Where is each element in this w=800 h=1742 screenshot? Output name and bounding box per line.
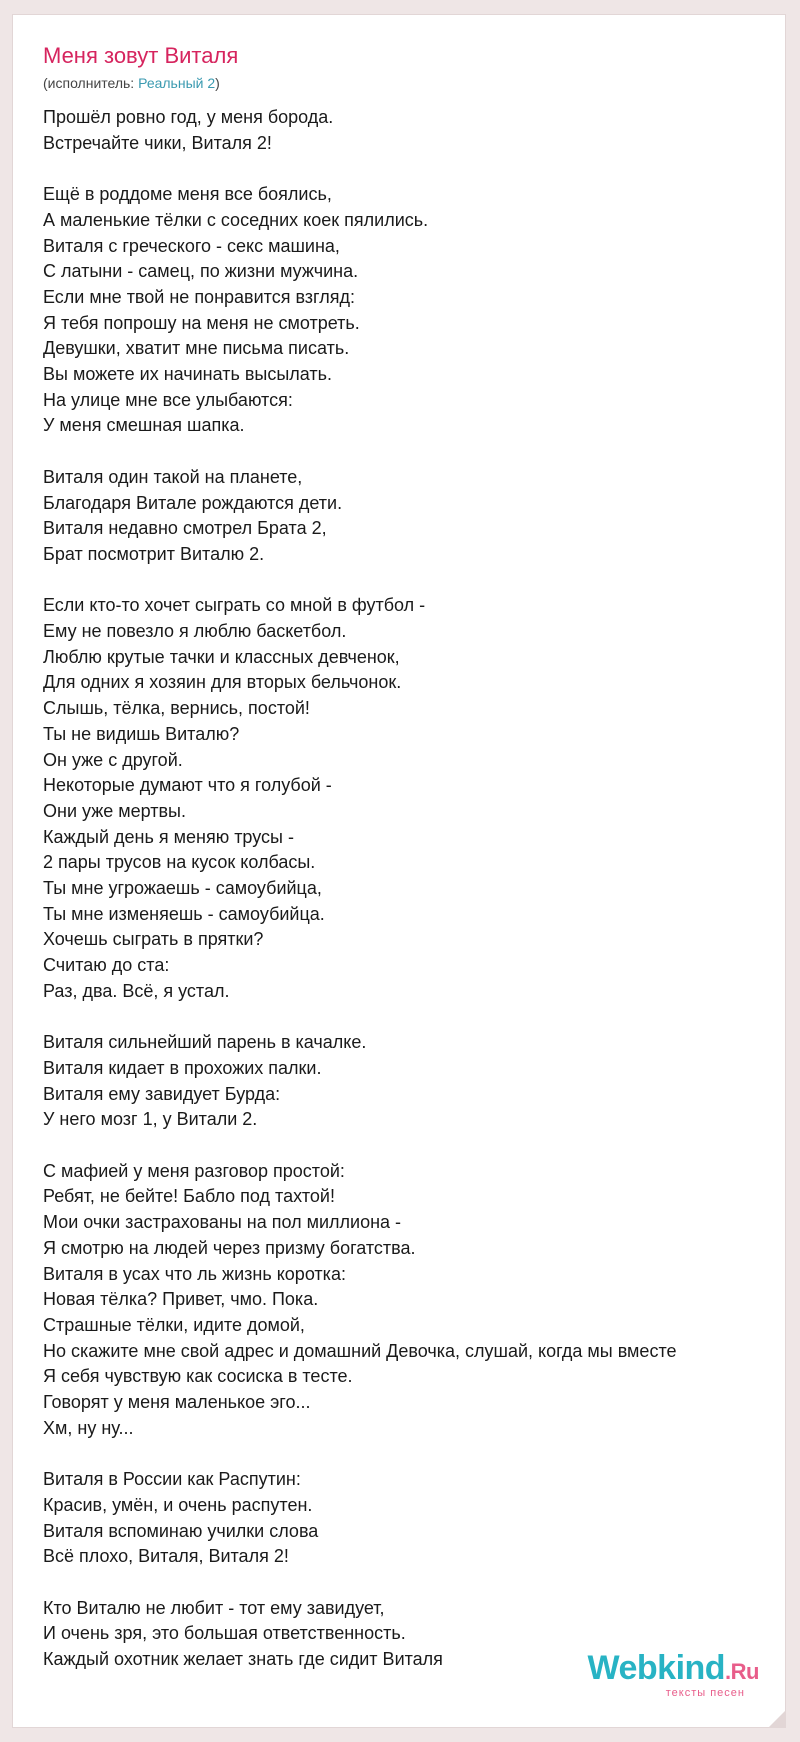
lyrics-line: Виталя с греческого - секс машина, xyxy=(43,235,340,256)
lyrics-line: Он уже с другой. xyxy=(43,749,183,770)
lyrics-stanza xyxy=(43,1030,677,1133)
lyrics-line: Я смотрю на людей через призму богатства. xyxy=(43,1237,416,1258)
lyrics-line: Виталя вспоминаю училки слова xyxy=(43,1520,319,1541)
lyrics-line: Ты мне изменяешь - самоубийца. xyxy=(43,903,325,924)
lyrics-line: Виталя ему завидует Бурда: xyxy=(43,1083,281,1104)
lyrics-line: Новая тёлка? Привет, чмо. Пока. xyxy=(43,1289,319,1310)
lyrics-line: Ребят, не бейте! Бабло под тахтой! xyxy=(43,1186,335,1207)
artist-link[interactable]: Реальный 2 xyxy=(138,75,216,91)
lyrics-line: Я тебя попрошу на меня не смотреть. xyxy=(43,312,360,333)
site-logo[interactable] xyxy=(588,1651,760,1699)
lyrics-line: Хм, ну ну... xyxy=(43,1417,134,1438)
lyrics-line: Но скажите мне свой адрес и домашний Девочка, слушай, когда мы вместе xyxy=(43,1340,677,1361)
lyrics-line: 2 пары трусов на кусок колбасы. xyxy=(43,852,316,873)
lyrics-line: Ты не видишь Виталю? xyxy=(43,723,240,744)
lyrics-line: А маленькие тёлки с соседних коек пялились. xyxy=(43,209,429,230)
lyrics-line: Мои очки застрахованы на пол миллиона - xyxy=(43,1212,402,1233)
lyrics-line: Вы можете их начинать высылать. xyxy=(43,364,333,385)
lyrics-line: Каждый охотник желает знать где сидит Виталя xyxy=(43,1649,443,1670)
logo-tld: .Ru xyxy=(725,1659,759,1684)
lyrics-stanza xyxy=(43,1467,677,1570)
lyrics-line: Красив, умён, и очень распутен. xyxy=(43,1494,313,1515)
lyrics-line: Встречайте чики, Виталя 2! xyxy=(43,132,272,153)
lyrics-line: Страшные тёлки, идите домой, xyxy=(43,1314,305,1335)
lyrics-line: И очень зря, это большая ответственность. xyxy=(43,1623,406,1644)
lyrics-line: Виталя кидает в прохожих палки. xyxy=(43,1057,322,1078)
lyrics-line: У него мозг 1, у Витали 2. xyxy=(43,1109,258,1130)
lyrics-line: Для одних я хозяин для вторых бельчонок. xyxy=(43,672,402,693)
lyrics-line: Если кто-то хочет сыграть со мной в футбол - xyxy=(43,595,426,616)
artist-line xyxy=(43,75,220,91)
lyrics-line: Девушки, хватит мне письма писать. xyxy=(43,338,350,359)
song-title: Меня зовут Виталя xyxy=(43,43,239,68)
lyrics-line: С мафией у меня разговор простой: xyxy=(43,1160,345,1181)
lyrics-line: Слышь, тёлка, вернись, постой! xyxy=(43,698,310,719)
lyrics-stanza xyxy=(43,105,677,156)
lyrics-stanza xyxy=(43,1596,677,1673)
lyrics-page xyxy=(12,14,786,1728)
lyrics-line: Виталя недавно смотрел Брата 2, xyxy=(43,518,327,539)
lyrics-line: Виталя сильнейший парень в качалке. xyxy=(43,1032,367,1053)
logo-name: Webkind xyxy=(587,1649,726,1687)
lyrics-line: Благодаря Витале рождаются дети. xyxy=(43,492,343,513)
lyrics-stanza xyxy=(43,182,677,439)
lyrics-line: Люблю крутые тачки и классных девченок, xyxy=(43,646,400,667)
lyrics-line: Виталя в России как Распутин: xyxy=(43,1469,301,1490)
lyrics-line: Брат посмотрит Виталю 2. xyxy=(43,543,265,564)
lyrics-line: Кто Виталю не любит - тот ему завидует, xyxy=(43,1597,385,1618)
lyrics-line: С латыни - самец, по жизни мужчина. xyxy=(43,261,359,282)
lyrics-line: Ты мне угрожаешь - самоубийца, xyxy=(43,878,322,899)
lyrics-line: Прошёл ровно год, у меня борода. xyxy=(43,107,334,127)
artist-prefix: (исполнитель: xyxy=(43,75,139,91)
lyrics-line: Если мне твой не понравится взгляд: xyxy=(43,286,355,307)
lyrics-line: Раз, два. Всё, я устал. xyxy=(43,980,230,1001)
lyrics-line: На улице мне все улыбаются: xyxy=(43,389,293,410)
lyrics-line: Каждый день я меняю трусы - xyxy=(43,826,294,847)
lyrics-line: Всё плохо, Виталя, Виталя 2! xyxy=(43,1546,289,1567)
lyrics-stanza xyxy=(43,1159,677,1442)
logo-tagline: тексты песен xyxy=(665,1687,745,1699)
lyrics-line: Ещё в роддоме меня все боялись, xyxy=(43,184,332,205)
lyrics-line: Ему не повезло я люблю баскетбол. xyxy=(43,621,347,642)
page-corner-fold xyxy=(769,1711,785,1727)
lyrics-line: Они уже мертвы. xyxy=(43,800,186,821)
lyrics-stanza xyxy=(43,593,677,1004)
lyrics-line: Говорят у меня маленькое эго... xyxy=(43,1392,311,1413)
lyrics-line: Считаю до ста: xyxy=(43,955,170,976)
lyrics-line: Виталя в усах что ль жизнь коротка: xyxy=(43,1263,346,1284)
lyrics-line: Некоторые думают что я голубой - xyxy=(43,775,332,796)
artist-suffix: ) xyxy=(215,75,220,91)
lyrics-line: У меня смешная шапка. xyxy=(43,415,245,436)
lyrics-body xyxy=(43,105,677,1698)
lyrics-line: Я себя чувствую как сосиска в тесте. xyxy=(43,1366,353,1387)
lyrics-stanza xyxy=(43,465,677,568)
lyrics-line: Хочешь сыграть в прятки? xyxy=(43,929,264,950)
lyrics-line: Виталя один такой на планете, xyxy=(43,466,303,487)
